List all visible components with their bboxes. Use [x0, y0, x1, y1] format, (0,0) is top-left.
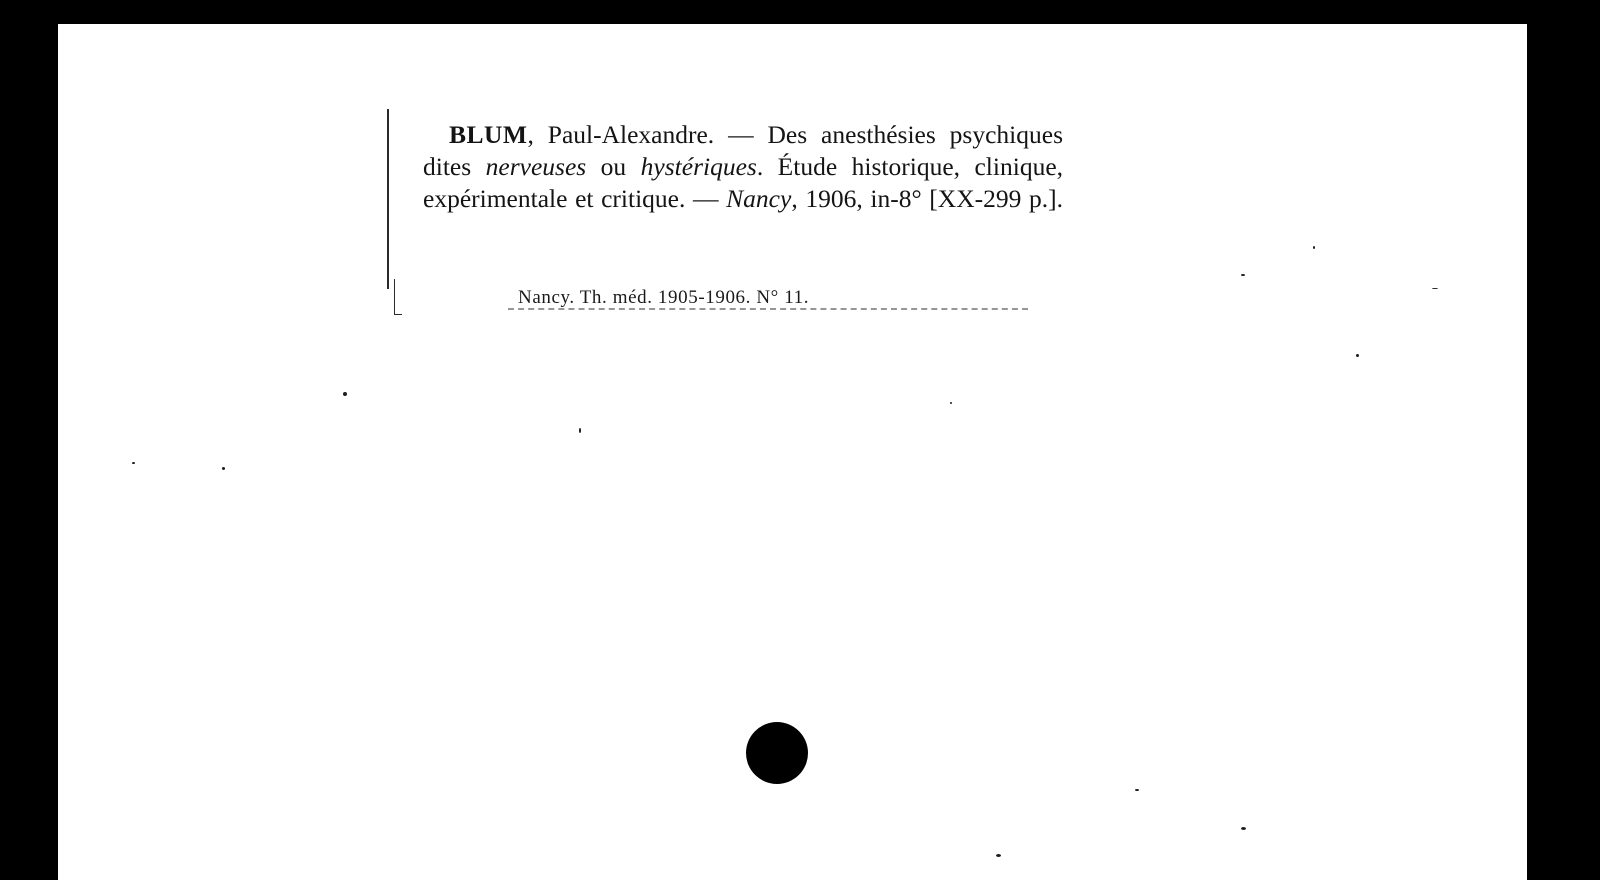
speck	[950, 402, 952, 404]
entry-body	[423, 119, 1063, 215]
speck	[1241, 827, 1246, 830]
thesis-series-note: Nancy. Th. méd. 1905-1906. N° 11.	[518, 287, 810, 308]
speck	[343, 392, 347, 396]
title-connector: ou	[586, 152, 641, 181]
title-term-hysteriques: hystériques	[640, 152, 757, 181]
margin-tick	[394, 279, 395, 315]
catalog-card	[58, 24, 1527, 880]
speck	[996, 854, 1001, 857]
margin-tick-foot	[394, 314, 402, 315]
speck	[579, 428, 581, 433]
punch-hole	[746, 722, 808, 784]
speck	[1356, 354, 1359, 357]
speck	[1313, 246, 1315, 249]
subtitle: . Étude historique, clinique, expérimentale et critique. —	[423, 152, 1064, 213]
imprint: , 1906, in-8° [XX-299 p.].	[791, 184, 1063, 213]
speck	[1135, 789, 1139, 791]
speck	[1241, 274, 1245, 276]
dashed-rule	[508, 308, 1028, 310]
speck	[132, 462, 135, 464]
bibliographic-entry	[423, 119, 1063, 215]
speck	[222, 467, 225, 470]
publication-place: Nancy	[726, 184, 792, 213]
title-term-nerveuses: nerveuses	[485, 152, 587, 181]
author-surname: BLUM	[449, 120, 528, 149]
margin-rule	[387, 109, 389, 289]
author-and-title: , Paul-Alexandre. — Des anesthésies psychiques dites	[423, 120, 1063, 181]
speck	[1432, 288, 1438, 289]
